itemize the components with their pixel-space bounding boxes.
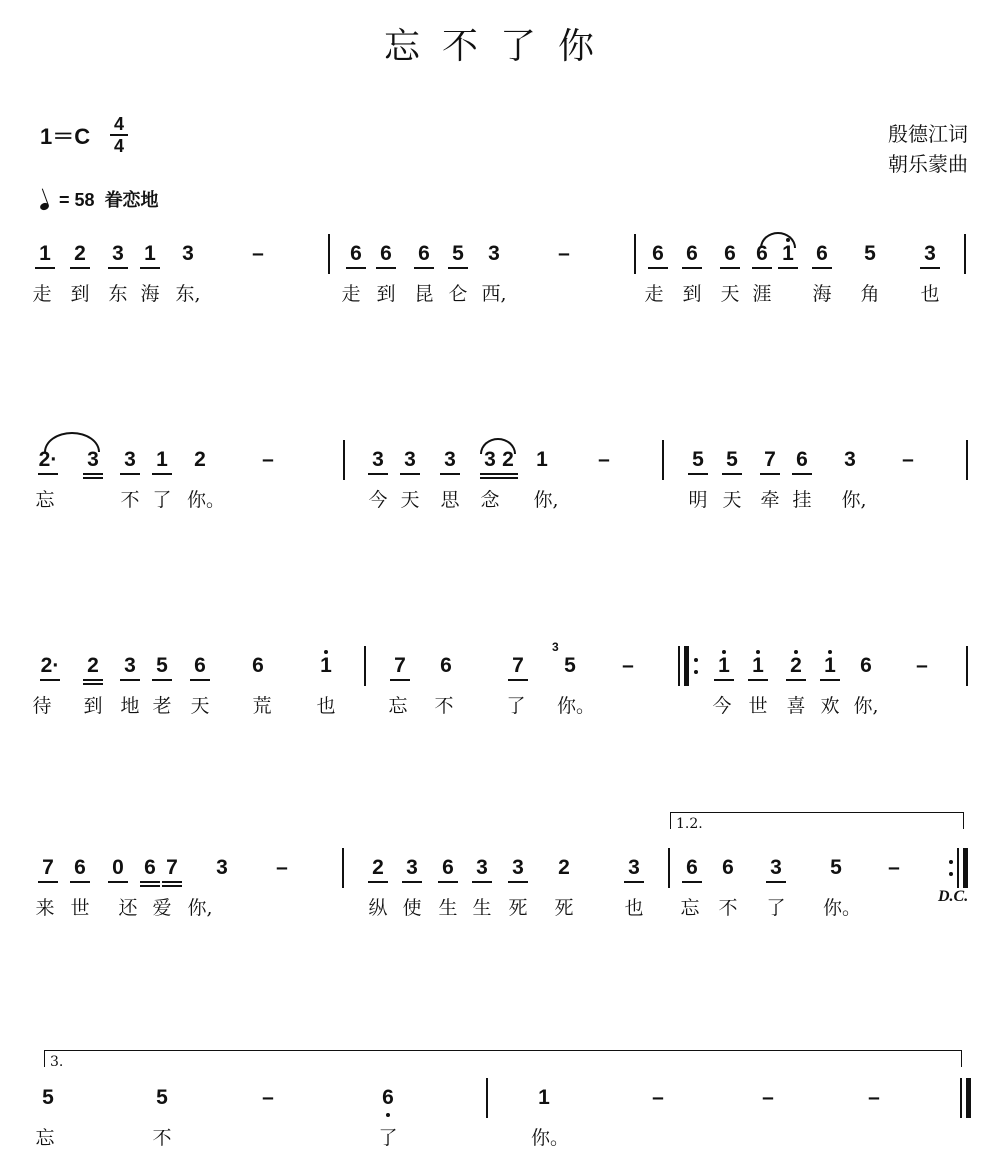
underline-beam [83,683,103,685]
barline [964,234,966,274]
underline-beam [140,885,160,887]
note: 6 [194,654,206,677]
note: 3 [770,856,782,879]
tempo-value: = 58 [59,190,95,210]
note: 6 [380,242,392,265]
note: 7 [166,856,178,879]
underline-beam [508,881,528,883]
underline-beam [83,477,103,479]
lyric-syllable: 使 [402,897,422,919]
note: – [598,448,610,471]
lyric-syllable: 你, [841,489,867,511]
note: 2· [38,448,58,471]
underline-beam [140,881,160,883]
note: 6 [796,448,808,471]
lyric-syllable: 东, [175,283,201,305]
note: 3 [406,856,418,879]
underline-beam [820,679,840,681]
underline-beam [648,267,668,269]
lyric-syllable: 了 [766,897,786,919]
lyric-syllable: 天 [400,489,420,511]
underline-beam [120,679,140,681]
barline [957,848,959,888]
lyric-syllable: 生 [472,897,492,919]
barline [328,234,330,274]
underline-beam [152,473,172,475]
note: 3 [488,242,500,265]
underline-beam [682,881,702,883]
lyric-syllable: 不 [120,489,140,511]
note: 6 [686,242,698,265]
note: 6 [382,1086,394,1109]
underline-beam [766,881,786,883]
underline-beam [83,679,103,681]
underline-beam [760,473,780,475]
note: 3 [87,448,99,471]
lyric-syllable: 牵 [760,489,780,511]
note: 3 [124,448,136,471]
note: 5 [156,654,168,677]
note: 3 [182,242,194,265]
underline-beam [162,881,182,883]
note: 5 [452,242,464,265]
thick-barline [684,646,689,686]
note: 3 [124,654,136,677]
note: – [902,448,914,471]
underline-beam [38,881,58,883]
underline-beam [70,881,90,883]
lyric-syllable: 东 [108,283,128,305]
underline-beam [83,473,103,475]
note: 1 [320,654,332,677]
note: 6 [144,856,156,879]
note: 3 [112,242,124,265]
lyric-syllable: 你。 [823,897,862,919]
note: 1 [824,654,836,677]
grace-note: 3 [552,640,559,654]
note: – [916,654,928,677]
octave-dot-high [794,650,798,654]
note: 5 [42,1086,54,1109]
lyric-syllable: 你, [533,489,559,511]
underline-beam [120,473,140,475]
lyric-syllable: 走 [32,283,52,305]
underline-beam [108,881,128,883]
note: – [888,856,900,879]
underline-beam [140,267,160,269]
lyric-syllable: 天 [190,695,210,717]
underline-beam [498,477,518,479]
lyric-syllable: 地 [120,695,140,717]
underline-beam [448,267,468,269]
note: 3 [476,856,488,879]
underline-beam [38,473,58,475]
lyric-syllable: 到 [70,283,90,305]
underline-beam [714,679,734,681]
lyric-syllable: 海 [812,283,832,305]
lyric-syllable: 也 [316,695,336,717]
lyric-syllable: 死 [508,897,528,919]
time-sig-top: 4 [113,114,124,134]
underline-beam [368,473,388,475]
note: 7 [764,448,776,471]
barline [678,646,680,686]
underline-beam [190,679,210,681]
lyric-syllable: 了 [152,489,172,511]
note: 7 [42,856,54,879]
note: 6 [350,242,362,265]
lyric-syllable: 欢 [820,695,840,717]
underline-beam [920,267,940,269]
lyric-syllable: 生 [438,897,458,919]
note: 2 [372,856,384,879]
underline-beam [480,477,500,479]
lyric-syllable: 了 [506,695,526,717]
composer: 朝乐蒙曲 [888,152,968,176]
lyric-syllable: 角 [860,283,880,305]
song-title: 忘不了你 [383,26,616,67]
note: 2· [40,654,60,677]
lyric-syllable: 你。 [531,1127,570,1149]
lyric-syllable: 忘 [388,695,408,717]
underline-beam [722,473,742,475]
note: 2 [502,448,514,471]
note: 6 [686,856,698,879]
lyric-syllable: 还 [118,897,138,919]
note: 5 [564,654,576,677]
lyric-syllable: 你, [187,897,213,919]
lyric-syllable: 涯 [752,283,772,305]
underline-beam [748,679,768,681]
underline-beam [400,473,420,475]
tempo-marking [40,186,159,212]
note: 5 [726,448,738,471]
note: 3 [924,242,936,265]
note: 2 [194,448,206,471]
lyric-syllable: 明 [688,489,708,511]
underline-beam [414,267,434,269]
underline-beam [346,267,366,269]
barline [662,440,664,480]
note: 0 [112,856,124,879]
barline [342,848,344,888]
note: – [622,654,634,677]
lyric-syllable: 思 [440,489,460,511]
note: 7 [512,654,524,677]
barline [364,646,366,686]
slur [44,432,100,452]
note: 6 [442,856,454,879]
lyric-syllable: 挂 [792,489,812,511]
lyric-syllable: 昆 [414,283,434,305]
lyric-syllable: 世 [70,897,90,919]
underline-beam [752,267,772,269]
underline-beam [70,267,90,269]
note: 3 [512,856,524,879]
note: 3 [444,448,456,471]
lyric-syllable: 念 [480,489,500,511]
note: 5 [692,448,704,471]
lyric-syllable: 不 [434,695,454,717]
note: – [652,1086,664,1109]
lyric-syllable: 天 [720,283,740,305]
barline [960,1078,962,1118]
quarter-note-icon [39,202,50,212]
underline-beam [682,267,702,269]
underline-beam [152,679,172,681]
note: – [868,1086,880,1109]
lyric-syllable: 老 [152,695,172,717]
note: 1 [156,448,168,471]
lyric-syllable: 了 [378,1127,398,1149]
da-capo: D.C. [938,888,969,905]
lyric-syllable: 到 [682,283,702,305]
octave-dot-high [722,650,726,654]
note: 1 [39,242,51,265]
underline-beam [508,679,528,681]
note: 2 [87,654,99,677]
note: – [262,448,274,471]
octave-dot-high [756,650,760,654]
underline-beam [812,267,832,269]
lyric-syllable: 西, [481,283,507,305]
lyric-syllable: 今 [712,695,732,717]
thick-barline [966,1078,971,1118]
lyric-syllable: 到 [83,695,103,717]
lyric-syllable: 不 [718,897,738,919]
slur [480,438,516,454]
tempo-text: 眷恋地 [104,190,159,210]
note: 5 [864,242,876,265]
barline [966,646,968,686]
note: 6 [816,242,828,265]
note: 1 [536,448,548,471]
volta-bracket-2 [44,1050,962,1067]
underline-beam [624,881,644,883]
volta-label-2: 3. [50,1054,64,1070]
lyric-syllable: 爱 [152,897,172,919]
underline-beam [402,881,422,883]
note: 6 [860,654,872,677]
note: 2 [74,242,86,265]
note: 6 [418,242,430,265]
note: 6 [756,242,768,265]
underline-beam [472,881,492,883]
underline-beam [440,473,460,475]
lyric-syllable: 你。 [187,489,226,511]
note: – [276,856,288,879]
note: 6 [652,242,664,265]
note: 3 [404,448,416,471]
lyric-syllable: 忘 [680,897,700,919]
underline-beam [35,267,55,269]
note: 1 [538,1086,550,1109]
barline [966,440,968,480]
lyric-syllable: 纵 [368,897,388,919]
volta-label-1: 1.2. [676,816,703,832]
underline-beam [438,881,458,883]
underline-beam [390,679,410,681]
note: 6 [440,654,452,677]
underline-beam [108,267,128,269]
barline [634,234,636,274]
note: 2 [558,856,570,879]
note: 3 [628,856,640,879]
repeat-end-dots [949,848,953,888]
lyricist: 殷德江词 [888,122,968,146]
underline-beam [778,267,798,269]
note: – [262,1086,274,1109]
note: 1 [144,242,156,265]
underline-beam [786,679,806,681]
volta-bracket-1 [670,812,964,829]
barline [343,440,345,480]
lyric-syllable: 到 [376,283,396,305]
note: 7 [394,654,406,677]
lyric-syllable: 待 [32,695,52,717]
lyric-syllable: 今 [368,489,388,511]
lyric-syllable: 天 [722,489,742,511]
barline [668,848,670,888]
note: 3 [372,448,384,471]
lyric-syllable: 来 [35,897,55,919]
lyric-syllable: 也 [920,283,940,305]
lyric-syllable: 不 [152,1127,172,1149]
time-sig-bottom: 4 [113,136,124,156]
lyric-syllable: 走 [341,283,361,305]
underline-beam [40,679,60,681]
time-signature [108,114,130,156]
thick-barline [963,848,968,888]
lyric-syllable: 你。 [557,695,596,717]
underline-beam [162,885,182,887]
underline-beam [376,267,396,269]
lyric-syllable: 世 [748,695,768,717]
note: 3 [216,856,228,879]
note: 1 [782,242,794,265]
lyric-syllable: 海 [140,283,160,305]
octave-dot-low [386,1113,390,1117]
lyric-syllable: 死 [554,897,574,919]
underline-beam [368,881,388,883]
note: 1 [718,654,730,677]
note: 5 [156,1086,168,1109]
underline-beam [792,473,812,475]
underline-beam [688,473,708,475]
note: 3 [484,448,496,471]
note: 3 [844,448,856,471]
note: – [558,242,570,265]
underline-beam [480,473,500,475]
note: 1 [752,654,764,677]
lyric-syllable: 走 [644,283,664,305]
note: 6 [722,856,734,879]
note: 6 [74,856,86,879]
key-signature: 1＝C [40,124,91,149]
note: – [252,242,264,265]
lyric-syllable: 你, [853,695,879,717]
octave-dot-high [324,650,328,654]
repeat-start-dots [694,646,698,686]
lyric-syllable: 荒 [252,695,272,717]
note: 2 [790,654,802,677]
barline [486,1078,488,1118]
note: 6 [724,242,736,265]
note: 5 [830,856,842,879]
underline-beam [720,267,740,269]
lyric-syllable: 忘 [35,489,55,511]
slur [760,232,796,248]
octave-dot-high [828,650,832,654]
underline-beam [498,473,518,475]
note: 6 [252,654,264,677]
lyric-syllable: 也 [624,897,644,919]
lyric-syllable: 忘 [35,1127,55,1149]
note: – [762,1086,774,1109]
lyric-syllable: 喜 [786,695,806,717]
lyric-syllable: 仑 [448,283,468,305]
